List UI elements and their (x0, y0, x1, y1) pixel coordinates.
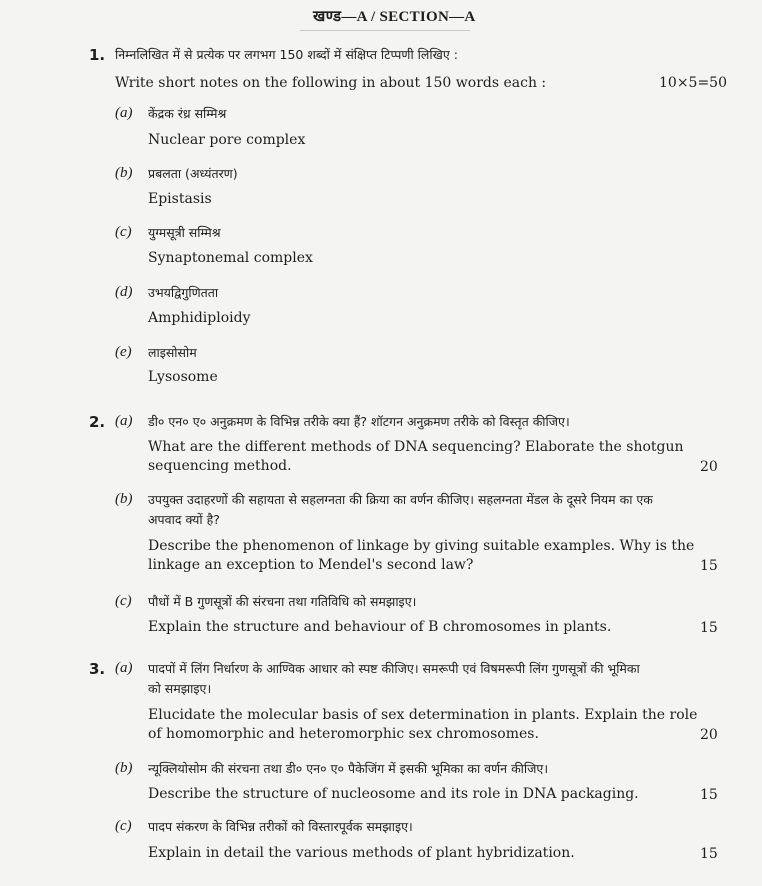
q2-part-b-label: (b) (115, 491, 133, 507)
q3-part-c-hindi: पादप संकरण के विभिन्न तरीकों को विस्तारपूर्वक समझाइए। (148, 819, 413, 834)
q1-part-c-hindi: युग्मसूत्री सम्मिश्र (148, 225, 221, 240)
q2-part-c-english: Explain the structure and behaviour of B chromosomes in plants. (148, 619, 612, 635)
question-1-number: 1. (89, 46, 106, 64)
q2-part-c-marks: 15 (700, 620, 718, 636)
q1-part-e-hindi: लाइसोसोम (148, 345, 197, 360)
q2-part-a-label: (a) (115, 413, 133, 429)
q2-part-b-english-line2: linkage an exception to Mendel's second law? (148, 557, 474, 573)
q1-part-d-label: (d) (115, 284, 133, 300)
q2-part-a-hindi: डी० एन० ए० अनुक्रमण के विभिन्न तरीके क्या हैं? शॉटगन अनुक्रमण तरीके को विस्तृत कीजिए। (148, 414, 570, 429)
q1-part-c-english: Synaptonemal complex (148, 250, 313, 266)
q2-part-c-hindi: पौधों में B गुणसूत्रों की संरचना तथा गतिविधि को समझाइए। (148, 594, 417, 609)
q3-part-a-hindi-line1: पादपों में लिंग निर्धारण के आण्विक आधार को स्पष्ट कीजिए। समरूपी एवं विषमरूपी लिंग गुणसूत्रों की भूमिका (148, 661, 640, 676)
q3-part-a-english-line2: of homomorphic and heteromorphic sex chromosomes. (148, 726, 539, 742)
q1-part-a-english: Nuclear pore complex (148, 132, 306, 148)
q3-part-a-label: (a) (115, 660, 133, 676)
q3-part-a-english-line1: Elucidate the molecular basis of sex determination in plants. Explain the role (148, 707, 698, 723)
q1-part-e-english: Lysosome (148, 369, 218, 385)
q2-part-a-english-line2: sequencing method. (148, 458, 292, 474)
q1-part-d-english: Amphidiploidy (148, 310, 251, 326)
q3-part-b-label: (b) (115, 760, 133, 776)
q2-part-b-english-line1: Describe the phenomenon of linkage by giving suitable examples. Why is the (148, 538, 695, 554)
q1-part-d-hindi: उभयद्विगुणितता (148, 285, 219, 300)
q3-part-b-english: Describe the structure of nucleosome and its role in DNA packaging. (148, 786, 639, 802)
q2-part-a-marks: 20 (700, 459, 718, 475)
q3-part-c-english: Explain in detail the various methods of plant hybridization. (148, 845, 575, 861)
q3-part-c-marks: 15 (700, 846, 718, 862)
q3-part-a-hindi-line2: को समझाइए। (148, 681, 212, 696)
section-header: खण्ड—A / SECTION—A (313, 9, 476, 25)
q3-part-b-hindi: न्यूक्लियोसोम की संरचना तथा डी० एन० ए० पैकेजिंग में इसकी भूमिका का वर्णन कीजिए। (148, 761, 549, 776)
q2-part-a-english-line1: What are the different methods of DNA sequencing? Elaborate the shotgun (148, 439, 684, 455)
q1-part-b-hindi: प्रबलता (अध्यंतरण) (148, 166, 238, 181)
q1-part-e-label: (e) (115, 344, 132, 360)
question-2-number: 2. (89, 413, 106, 431)
q1-part-a-label: (a) (115, 105, 133, 121)
question-3-number: 3. (89, 660, 106, 678)
q1-part-b-label: (b) (115, 165, 133, 181)
q2-part-b-marks: 15 (700, 558, 718, 574)
header-divider (300, 30, 470, 31)
q2-part-c-label: (c) (115, 593, 132, 609)
q3-part-a-marks: 20 (700, 727, 718, 743)
q1-part-a-hindi: केंद्रक रंध्र सम्मिश्र (148, 106, 227, 121)
q2-part-b-hindi-line1: उपयुक्त उदाहरणों की सहायता से सहलग्नता की क्रिया का वर्णन कीजिए। सहलग्नता मेंडल के दूसरे नियम का एक (148, 492, 653, 507)
q2-part-b-hindi-line2: अपवाद क्यों है? (148, 512, 220, 527)
q3-part-b-marks: 15 (700, 787, 718, 803)
q3-part-c-label: (c) (115, 818, 132, 834)
q1-part-c-label: (c) (115, 224, 132, 240)
q1-part-b-english: Epistasis (148, 191, 212, 207)
question-1-hindi: निम्नलिखित में से प्रत्येक पर लगभग 150 शब्दों में संक्षिप्त टिप्पणी लिखिए : (115, 47, 458, 62)
question-1-english: Write short notes on the following in about 150 words each : (115, 75, 547, 91)
question-1-marks: 10×5=50 (659, 75, 727, 91)
